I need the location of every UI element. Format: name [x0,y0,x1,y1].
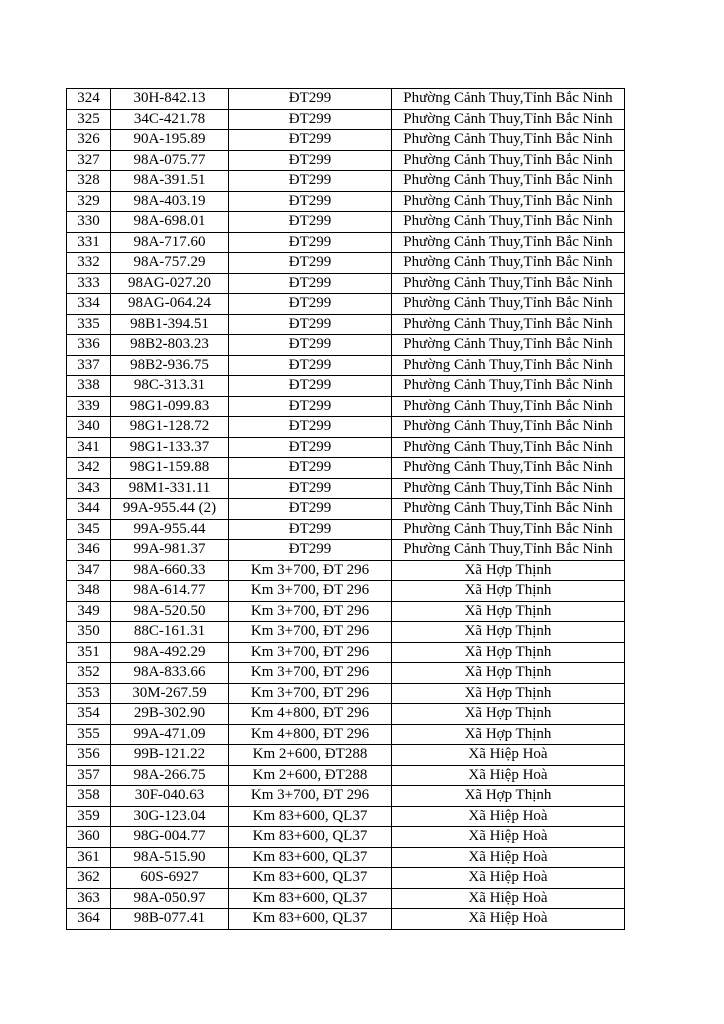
license-plate-cell: 98G1-128.72 [111,417,229,438]
row-number-cell: 338 [67,376,111,397]
violation-location-cell: Km 83+600, QL37 [229,868,392,889]
violation-location-cell: ĐT299 [229,89,392,110]
row-number-cell: 355 [67,724,111,745]
administrative-unit-cell: Phường Cảnh Thuy,Tỉnh Bắc Ninh [392,314,625,335]
license-plate-cell: 34C-421.78 [111,109,229,130]
violation-location-cell: ĐT299 [229,212,392,233]
administrative-unit-cell: Phường Cảnh Thuy,Tỉnh Bắc Ninh [392,396,625,417]
administrative-unit-cell: Phường Cảnh Thuy,Tỉnh Bắc Ninh [392,273,625,294]
table-row [67,704,625,725]
administrative-unit-cell: Xã Hiệp Hoà [392,745,625,766]
violation-location-cell: ĐT299 [229,540,392,561]
administrative-unit-cell: Xã Hợp Thịnh [392,786,625,807]
violation-location-cell: Km 83+600, QL37 [229,909,392,930]
violation-location-cell: Km 3+700, ĐT 296 [229,663,392,684]
administrative-unit-cell: Phường Cảnh Thuy,Tỉnh Bắc Ninh [392,150,625,171]
table-row [67,89,625,110]
administrative-unit-cell: Phường Cảnh Thuy,Tỉnh Bắc Ninh [392,437,625,458]
vehicle-violation-table [66,88,625,930]
row-number-cell: 339 [67,396,111,417]
row-number-cell: 362 [67,868,111,889]
table-row [67,888,625,909]
administrative-unit-cell: Phường Cảnh Thuy,Tỉnh Bắc Ninh [392,417,625,438]
row-number-cell: 327 [67,150,111,171]
violation-location-cell: Km 83+600, QL37 [229,847,392,868]
row-number-cell: 353 [67,683,111,704]
table-row [67,827,625,848]
administrative-unit-cell: Phường Cảnh Thuy,Tỉnh Bắc Ninh [392,519,625,540]
row-number-cell: 349 [67,601,111,622]
administrative-unit-cell: Xã Hợp Thịnh [392,663,625,684]
row-number-cell: 331 [67,232,111,253]
license-plate-cell: 98B2-803.23 [111,335,229,356]
license-plate-cell: 98G-004.77 [111,827,229,848]
administrative-unit-cell: Xã Hợp Thịnh [392,724,625,745]
administrative-unit-cell: Xã Hiệp Hoà [392,868,625,889]
violation-location-cell: Km 83+600, QL37 [229,888,392,909]
violation-location-cell: ĐT299 [229,437,392,458]
violation-location-cell: Km 3+700, ĐT 296 [229,560,392,581]
administrative-unit-cell: Xã Hiệp Hoà [392,909,625,930]
row-number-cell: 343 [67,478,111,499]
violation-location-cell: Km 2+600, ĐT288 [229,745,392,766]
row-number-cell: 346 [67,540,111,561]
license-plate-cell: 98A-698.01 [111,212,229,233]
license-plate-cell: 99A-955.44 (2) [111,499,229,520]
violation-location-cell: ĐT299 [229,130,392,151]
administrative-unit-cell: Phường Cảnh Thuy,Tỉnh Bắc Ninh [392,109,625,130]
administrative-unit-cell: Phường Cảnh Thuy,Tỉnh Bắc Ninh [392,499,625,520]
table-row [67,745,625,766]
table-row [67,642,625,663]
table-row [67,683,625,704]
violation-location-cell: ĐT299 [229,478,392,499]
violation-location-cell: ĐT299 [229,417,392,438]
row-number-cell: 334 [67,294,111,315]
row-number-cell: 364 [67,909,111,930]
violation-location-cell: Km 83+600, QL37 [229,806,392,827]
row-number-cell: 361 [67,847,111,868]
violation-location-cell: Km 3+700, ĐT 296 [229,601,392,622]
administrative-unit-cell: Phường Cảnh Thuy,Tỉnh Bắc Ninh [392,355,625,376]
table-row [67,335,625,356]
table-row [67,909,625,930]
license-plate-cell: 30H-842.13 [111,89,229,110]
table-row [67,478,625,499]
table-row [67,314,625,335]
administrative-unit-cell: Xã Hợp Thịnh [392,601,625,622]
row-number-cell: 348 [67,581,111,602]
administrative-unit-cell: Phường Cảnh Thuy,Tỉnh Bắc Ninh [392,478,625,499]
table-row [67,130,625,151]
table-row [67,396,625,417]
administrative-unit-cell: Phường Cảnh Thuy,Tỉnh Bắc Ninh [392,335,625,356]
violation-location-cell: Km 83+600, QL37 [229,827,392,848]
table-row [67,601,625,622]
row-number-cell: 359 [67,806,111,827]
violation-location-cell: Km 3+700, ĐT 296 [229,683,392,704]
administrative-unit-cell: Phường Cảnh Thuy,Tỉnh Bắc Ninh [392,253,625,274]
violation-location-cell: ĐT299 [229,314,392,335]
violation-location-cell: ĐT299 [229,232,392,253]
administrative-unit-cell: Phường Cảnh Thuy,Tỉnh Bắc Ninh [392,294,625,315]
violation-location-cell: ĐT299 [229,376,392,397]
license-plate-cell: 98G1-099.83 [111,396,229,417]
row-number-cell: 347 [67,560,111,581]
table-row [67,355,625,376]
license-plate-cell: 98B2-936.75 [111,355,229,376]
administrative-unit-cell: Xã Hợp Thịnh [392,683,625,704]
violation-location-cell: Km 2+600, ĐT288 [229,765,392,786]
row-number-cell: 326 [67,130,111,151]
license-plate-cell: 98A-833.66 [111,663,229,684]
administrative-unit-cell: Xã Hiệp Hoà [392,847,625,868]
license-plate-cell: 98A-757.29 [111,253,229,274]
violation-location-cell: Km 4+800, ĐT 296 [229,704,392,725]
administrative-unit-cell: Xã Hợp Thịnh [392,622,625,643]
table-row [67,765,625,786]
administrative-unit-cell: Xã Hiệp Hoà [392,765,625,786]
administrative-unit-cell: Phường Cảnh Thuy,Tỉnh Bắc Ninh [392,458,625,479]
row-number-cell: 330 [67,212,111,233]
license-plate-cell: 98A-266.75 [111,765,229,786]
table-row [67,519,625,540]
row-number-cell: 329 [67,191,111,212]
violation-location-cell: Km 3+700, ĐT 296 [229,642,392,663]
row-number-cell: 356 [67,745,111,766]
administrative-unit-cell: Xã Hợp Thịnh [392,642,625,663]
administrative-unit-cell: Phường Cảnh Thuy,Tỉnh Bắc Ninh [392,89,625,110]
license-plate-cell: 98A-614.77 [111,581,229,602]
violation-location-cell: Km 3+700, ĐT 296 [229,786,392,807]
license-plate-cell: 98AG-027.20 [111,273,229,294]
table-row [67,806,625,827]
table-row [67,663,625,684]
table-row [67,540,625,561]
license-plate-cell: 98A-391.51 [111,171,229,192]
license-plate-cell: 98A-717.60 [111,232,229,253]
license-plate-cell: 98B1-394.51 [111,314,229,335]
violation-location-cell: ĐT299 [229,458,392,479]
row-number-cell: 360 [67,827,111,848]
table-row [67,581,625,602]
violation-location-cell: ĐT299 [229,335,392,356]
license-plate-cell: 98G1-133.37 [111,437,229,458]
administrative-unit-cell: Phường Cảnh Thuy,Tỉnh Bắc Ninh [392,130,625,151]
license-plate-cell: 30M-267.59 [111,683,229,704]
violation-location-cell: ĐT299 [229,499,392,520]
table-row [67,499,625,520]
license-plate-cell: 98A-660.33 [111,560,229,581]
violation-location-cell: ĐT299 [229,150,392,171]
license-plate-cell: 99A-981.37 [111,540,229,561]
license-plate-cell: 60S-6927 [111,868,229,889]
row-number-cell: 325 [67,109,111,130]
row-number-cell: 340 [67,417,111,438]
table-row [67,150,625,171]
administrative-unit-cell: Xã Hiệp Hoà [392,888,625,909]
table-row [67,622,625,643]
license-plate-cell: 98M1-331.11 [111,478,229,499]
row-number-cell: 335 [67,314,111,335]
row-number-cell: 351 [67,642,111,663]
table-row [67,458,625,479]
administrative-unit-cell: Phường Cảnh Thuy,Tỉnh Bắc Ninh [392,171,625,192]
license-plate-cell: 99A-955.44 [111,519,229,540]
table-row [67,253,625,274]
row-number-cell: 337 [67,355,111,376]
table-row [67,273,625,294]
table-row [67,847,625,868]
administrative-unit-cell: Phường Cảnh Thuy,Tỉnh Bắc Ninh [392,376,625,397]
violation-location-cell: ĐT299 [229,396,392,417]
table-row [67,786,625,807]
violation-location-cell: ĐT299 [229,253,392,274]
license-plate-cell: 98A-403.19 [111,191,229,212]
administrative-unit-cell: Phường Cảnh Thuy,Tỉnh Bắc Ninh [392,232,625,253]
administrative-unit-cell: Xã Hợp Thịnh [392,581,625,602]
row-number-cell: 358 [67,786,111,807]
table-row [67,437,625,458]
row-number-cell: 333 [67,273,111,294]
row-number-cell: 344 [67,499,111,520]
row-number-cell: 352 [67,663,111,684]
license-plate-cell: 98A-050.97 [111,888,229,909]
license-plate-cell: 98A-520.50 [111,601,229,622]
row-number-cell: 342 [67,458,111,479]
license-plate-cell: 98A-075.77 [111,150,229,171]
table-row [67,109,625,130]
violation-location-cell: ĐT299 [229,171,392,192]
table-row [67,232,625,253]
violation-location-cell: ĐT299 [229,191,392,212]
administrative-unit-cell: Phường Cảnh Thuy,Tỉnh Bắc Ninh [392,540,625,561]
license-plate-cell: 99B-121.22 [111,745,229,766]
license-plate-cell: 98A-515.90 [111,847,229,868]
license-plate-cell: 30G-123.04 [111,806,229,827]
violation-location-cell: ĐT299 [229,273,392,294]
license-plate-cell: 29B-302.90 [111,704,229,725]
table-row [67,294,625,315]
administrative-unit-cell: Xã Hợp Thịnh [392,560,625,581]
license-plate-cell: 98C-313.31 [111,376,229,397]
violation-location-cell: Km 3+700, ĐT 296 [229,622,392,643]
violation-location-cell: Km 3+700, ĐT 296 [229,581,392,602]
administrative-unit-cell: Xã Hợp Thịnh [392,704,625,725]
license-plate-cell: 30F-040.63 [111,786,229,807]
row-number-cell: 328 [67,171,111,192]
row-number-cell: 341 [67,437,111,458]
administrative-unit-cell: Xã Hiệp Hoà [392,806,625,827]
violation-location-cell: ĐT299 [229,355,392,376]
administrative-unit-cell: Phường Cảnh Thuy,Tỉnh Bắc Ninh [392,191,625,212]
row-number-cell: 350 [67,622,111,643]
violation-location-cell: Km 4+800, ĐT 296 [229,724,392,745]
row-number-cell: 363 [67,888,111,909]
administrative-unit-cell: Xã Hiệp Hoà [392,827,625,848]
violation-location-cell: ĐT299 [229,294,392,315]
row-number-cell: 354 [67,704,111,725]
license-plate-cell: 98A-492.29 [111,642,229,663]
license-plate-cell: 90A-195.89 [111,130,229,151]
license-plate-cell: 99A-471.09 [111,724,229,745]
table-row [67,171,625,192]
table-row [67,212,625,233]
table-body [67,89,625,930]
row-number-cell: 336 [67,335,111,356]
license-plate-cell: 98AG-064.24 [111,294,229,315]
license-plate-cell: 98B-077.41 [111,909,229,930]
table-row [67,191,625,212]
violation-location-cell: ĐT299 [229,519,392,540]
table-row [67,417,625,438]
violation-location-cell: ĐT299 [229,109,392,130]
table-row [67,376,625,397]
table-row [67,724,625,745]
license-plate-cell: 88C-161.31 [111,622,229,643]
administrative-unit-cell: Phường Cảnh Thuy,Tỉnh Bắc Ninh [392,212,625,233]
row-number-cell: 324 [67,89,111,110]
row-number-cell: 357 [67,765,111,786]
row-number-cell: 332 [67,253,111,274]
table-row [67,868,625,889]
row-number-cell: 345 [67,519,111,540]
license-plate-cell: 98G1-159.88 [111,458,229,479]
table-row [67,560,625,581]
